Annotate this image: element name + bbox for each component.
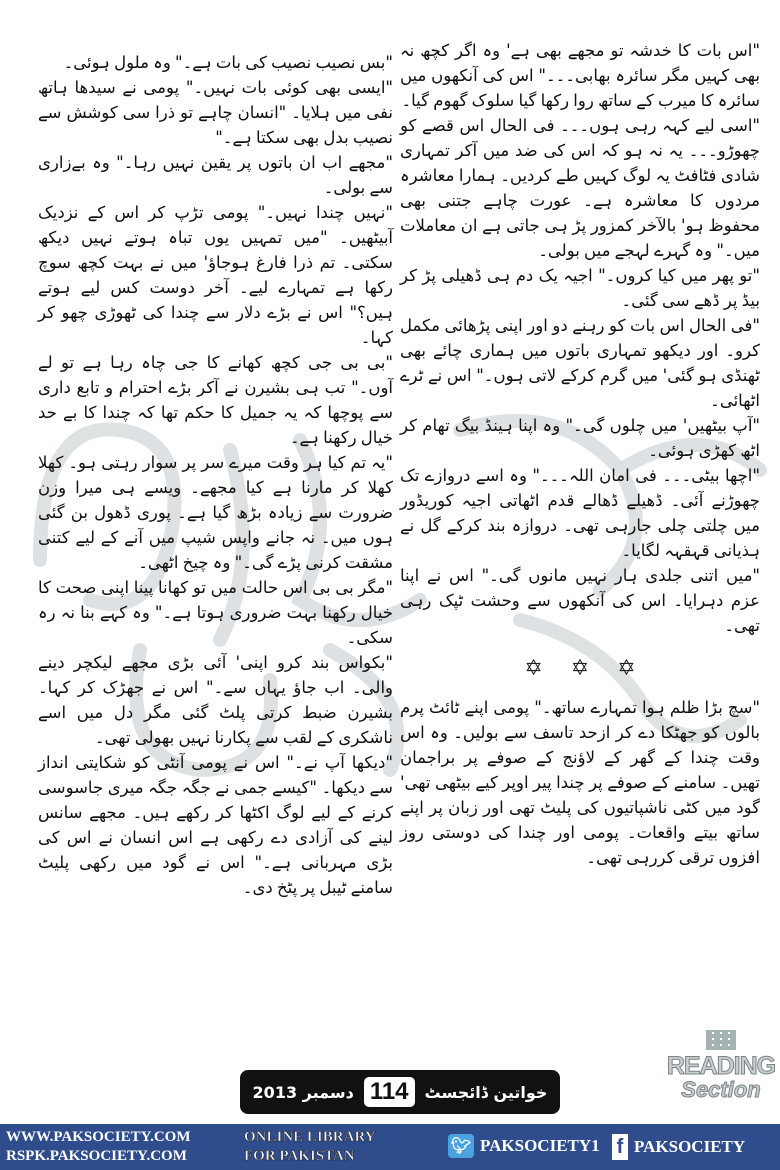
- paragraph: "سچ بڑا ظلم ہوا تمہارے ساتھ۔" پومی اپنے ٹائٹ پرم بالوں کو جھٹکا دے کر ازحد تاسف سے بولیں۔ وہ اس وقت چندا کے گھر کے لاؤنج کے صوفے پر براجمان تھیں۔ سامنے کے صوفے پر چندا پیر اوپر کیے بیٹھی تھی' گود میں کٹی ناشپاتیوں کی پلیٹ تھی اور زبان پر اپنے ساتھ بیتے واقعات۔ پومی اور چندا کی دوستی روز افزوں ترقی کررہی تھی۔: [400, 698, 760, 867]
- reading-section-logo: [662, 1030, 780, 1103]
- paragraph: "دیکھا آپ نے۔" اس نے پومی آنٹی کو شکایتی انداز سے دیکھا۔ "کیسے جمی نے جگہ جگہ میری جاسوسی کرنے کے لیے لوگ اکٹھا کر رکھے ہیں۔ مجھے سانس لینے کی آزادی دے رکھی ہے اس انسان نے اس کی بڑی مہربانی ہے۔" اس نے گود میں رکھی پلیٹ سامنے ٹیبل پر پٹخ دی۔: [38, 753, 393, 897]
- library-tagline: [244, 1128, 376, 1166]
- paragraph: "ایسی بھی کوئی بات نہیں۔" پومی نے سیدھا ہاتھ نفی میں ہلایا۔ "انسان چاہے تو ذرا سی کوشش سے نصیب بدل بھی سکتا ہے۔": [38, 78, 393, 147]
- paragraph: "مگر بی بی اس حالت میں تو کھانا پینا اپنی صحت کا خیال رکھنا بہت ضروری ہوتا ہے۔" وہ کہے بنا نہ رہ سکی۔: [38, 578, 393, 647]
- paragraph: "بکواس بند کرو اپنی' آئی بڑی مجھے لیکچر دینے والی۔ اب جاؤ یہاں سے۔" اس نے جھڑک کر کہا۔ بشیرن ضبط کرتی پلٹ گئی مگر دل میں اسے ناشکری کے لقب سے پکارنا نہیں بھولی تھی۔: [38, 653, 393, 747]
- facebook-handle: PAKSOCIETY: [634, 1137, 746, 1156]
- footer-bar: [0, 1124, 780, 1170]
- site-link[interactable]: WWW.PAKSOCIETY.COM: [6, 1129, 191, 1145]
- paragraph: "فی الحال اس بات کو رہنے دو اور اپنی پڑھائی مکمل کرو۔ اور دیکھو تمہاری باتوں میں ہماری چائے بھی ٹھنڈی ہو گئی' میں گرم کرکے لاتی ہوں۔" اس نے ٹرے اٹھائی۔: [400, 316, 760, 410]
- right-text-column: [400, 38, 760, 870]
- star-icon: ✡: [570, 656, 590, 681]
- left-text-column: [38, 50, 393, 900]
- facebook-link[interactable]: [612, 1134, 745, 1160]
- paragraph: "نہیں چندا نہیں۔" پومی تڑپ کر اس کے نزدیک آبیٹھیں۔ "میں تمہیں یوں تباہ ہوتے نہیں دیکھ سکتی۔ تم ذرا فارغ ہوجاؤ' میں نے بہت کچھ سوچ رکھا ہے تمہارے لیے۔ آخر دوست کس لیے ہوتے ہیں؟" اس نے بڑے دلار سے چندا کی ٹھوڑی چھو کر کہا۔: [38, 203, 393, 347]
- paragraph: "اچھا بیٹی۔۔۔ فی امان اللہ۔۔۔" وہ اسے دروازے تک چھوڑنے آئی۔ ڈھیلے ڈھالے قدم اٹھاتی اجیہ کوریڈور میں چلتی چلی جارہی تھی۔ دروازہ بند کرکے گل نے ہذیانی قہقہہ لگایا۔: [400, 466, 760, 560]
- twitter-link[interactable]: [448, 1134, 600, 1158]
- paragraph: "یہ تم کیا ہر وقت میرے سر پر سوار رہتی ہو۔ کھلا کھلا کر مارنا ہے کیا مجھے۔ ویسے ہی میرا وزن ضرورت سے زیادہ بڑھ گیا ہے۔ پوری ڈھول بن گئی ہوں میں۔ نہ جانے واپس شیپ میں آنے کے لیے کتنی مشقت کرنی پڑے گی۔" وہ چیخ اٹھی۔: [38, 453, 393, 572]
- paragraph: "میں اتنی جلدی ہار نہیں مانوں گی۔" اس نے اپنا عزم دہرایا۔ اس کی آنکھوں سے وحشت ٹپک رہی تھی۔: [400, 566, 760, 635]
- tagline-line: FOR PAKISTAN: [244, 1148, 355, 1164]
- paragraph: "اس بات کا خدشہ تو مجھے بھی ہے' وہ اگر کچھ نہ بھی کہیں مگر سائرہ بھابی۔۔۔" اس کی آنکھوں میں سائرہ کا میرب کے ساتھ روا رکھا گیا سلوک گھوم گیا۔: [400, 41, 760, 110]
- paragraph: "تو پھر میں کیا کروں۔" اجیہ یک دم ہی ڈھیلی پڑ کر بیڈ پر ڈھے سی گئی۔: [400, 266, 760, 310]
- magazine-name: خواتین ڈائجسٹ: [424, 1082, 548, 1102]
- grid-icon: [706, 1030, 736, 1050]
- site-link[interactable]: RSPK.PAKSOCIETY.COM: [6, 1148, 187, 1164]
- section-separator: [400, 656, 760, 681]
- paragraph: "بی بی جی کچھ کھانے کا جی چاہ رہا ہے تو لے آوں۔" تب ہی بشیرن نے آکر بڑے احترام و تابع داری سے پوچھا کہ یہ جمیل کا حکم تھا کہ چندا کا بے حد خیال رکھنا ہے۔: [38, 353, 393, 447]
- paragraph: "بس نصیب نصیب کی بات ہے۔" وہ ملول ہوئی۔: [63, 53, 393, 72]
- star-icon: ✡: [617, 656, 636, 681]
- facebook-icon: f: [612, 1134, 628, 1160]
- reading-logo-line1: READING: [666, 1052, 776, 1080]
- page-number-banner: [240, 1070, 560, 1114]
- tagline-line: ONLINE LIBRARY: [244, 1129, 376, 1145]
- paragraph: "مجھے اب ان باتوں پر یقین نہیں رہا۔" وہ بےزاری سے بولی۔: [38, 153, 393, 197]
- twitter-handle: PAKSOCIETY1: [480, 1136, 600, 1155]
- star-icon: ✡: [524, 656, 543, 681]
- reading-logo-line2: Section: [681, 1077, 761, 1102]
- twitter-icon: 🐦︎: [448, 1134, 474, 1158]
- paragraph: "اسی لیے کہہ رہی ہوں۔۔۔ فی الحال اس قصے کو چھوڑو۔۔۔ یہ نہ ہو کہ اس کی ضد میں آکر تمہاری شادی فٹافٹ یہ لوگ کہیں طے کردیں۔ ہمارا معاشرہ مردوں کا معاشرہ ہے۔ عورت چاہے جتنی بھی محفوظ ہو' بالآخر کمزور پڑ ہی جاتی ہے ان معاملات میں۔" وہ گہرے لہجے میں بولی۔: [400, 116, 760, 260]
- issue-date: دسمبر 2013: [252, 1082, 354, 1102]
- website-links: [6, 1128, 190, 1166]
- paragraph: "آپ بیٹھیں' میں چلوں گی۔" وہ اپنا ہینڈ بیگ تھام کر اٹھ کھڑی ہوئی۔: [400, 416, 760, 460]
- page-number: 114: [364, 1077, 415, 1107]
